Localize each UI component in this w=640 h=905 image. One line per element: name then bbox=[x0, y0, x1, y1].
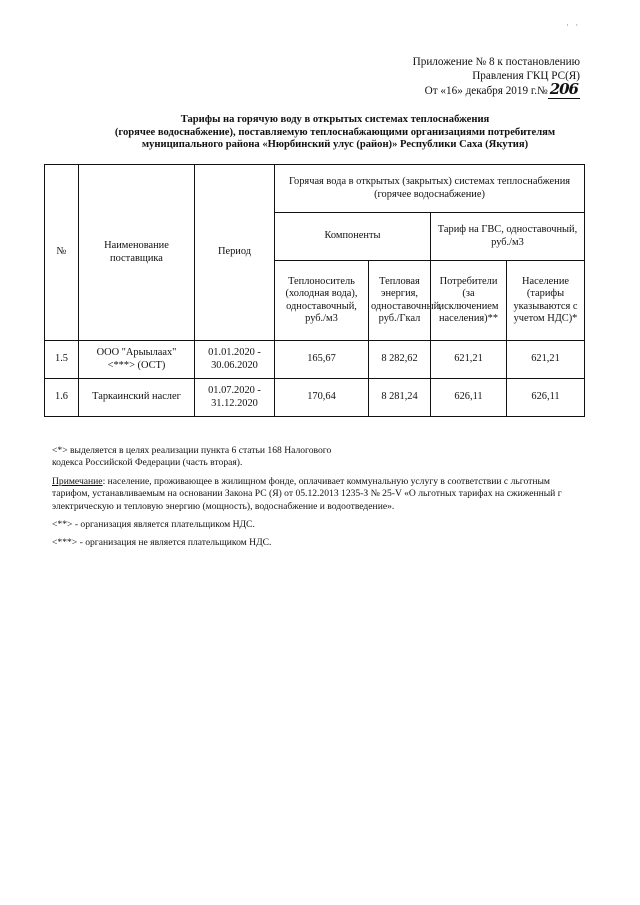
appendix-line3 bbox=[320, 80, 580, 99]
table-row bbox=[45, 379, 585, 417]
row-period bbox=[195, 379, 275, 417]
header-energy: Тепловая энергия, одноставочный, руб./Гкал bbox=[369, 261, 431, 341]
row-energy: 8 282,62 bbox=[369, 341, 431, 379]
appendix-date: От «16» декабря 2019 г.№ bbox=[424, 85, 548, 97]
header-components: Компоненты bbox=[275, 213, 431, 261]
row-energy: 8 281,24 bbox=[369, 379, 431, 417]
header-group: Горячая вода в открытых (закрытых) системах теплоснабжения (горячее водоснабжение) bbox=[275, 165, 585, 213]
header-carrier: Теплоноситель (холодная вода), одноставочный, руб./м3 bbox=[275, 261, 369, 341]
footnotes bbox=[52, 445, 640, 550]
row-period bbox=[195, 341, 275, 379]
row-consumers: 626,11 bbox=[431, 379, 507, 417]
appendix-line1: Приложение № 8 к постановлению bbox=[412, 56, 580, 68]
title-line2: (горячее водоснабжение), поставляемую теплоснабжающими организациями потребителям bbox=[114, 126, 556, 138]
header-supplier: Наименование поставщика bbox=[79, 165, 195, 341]
row-carrier: 170,64 bbox=[275, 379, 369, 417]
row-population: 621,21 bbox=[507, 341, 585, 379]
header-num: № bbox=[45, 165, 79, 341]
appendix-header bbox=[320, 56, 580, 99]
tariff-table bbox=[44, 164, 585, 417]
period-end: 30.06.2020 bbox=[211, 359, 258, 371]
note-non-vat-payer: <***> - организация не является плательщиком НДС. bbox=[52, 537, 272, 549]
header-population: Население (тарифы указываются с учетом НДС)* bbox=[507, 261, 585, 341]
corner-mark: · · bbox=[566, 20, 581, 30]
appendix-number: 206 bbox=[549, 80, 578, 98]
supplier-line1: Таркаинский наслег bbox=[92, 391, 181, 403]
period-start: 01.07.2020 - bbox=[208, 385, 261, 397]
title-line3: муниципального района «Нюрбинский улус (район)» Республики Саха (Якутия) bbox=[141, 139, 529, 151]
table-row bbox=[45, 341, 585, 379]
row-num: 1.6 bbox=[45, 379, 79, 417]
row-population: 626,11 bbox=[507, 379, 585, 417]
note-remark-line1 bbox=[52, 476, 640, 488]
appendix-line2: Правления ГКЦ РС(Я) bbox=[472, 69, 580, 82]
note-vat-line1: <*> выделяется в целях реализации пункта 6 статьи 168 Налогового bbox=[52, 445, 332, 456]
header-consumers: Потребители (за исключением населения)** bbox=[431, 261, 507, 341]
row-num: 1.5 bbox=[45, 341, 79, 379]
period-start: 01.01.2020 - bbox=[208, 347, 261, 359]
row-consumers: 621,21 bbox=[431, 341, 507, 379]
note-remark-line2: тарифом, устанавливаемым на основании Закона РС (Я) от 05.12.2013 1235-З № 25-V «О льготных тарифах на сжиженный г bbox=[52, 488, 562, 500]
header-period: Период bbox=[195, 165, 275, 341]
supplier-line1: ООО "Арыылаах" bbox=[96, 347, 177, 359]
note-vat-payer: <**> - организация является плательщиком НДС. bbox=[52, 519, 255, 531]
row-carrier: 165,67 bbox=[275, 341, 369, 379]
supplier-line2: <***> (ОСТ) bbox=[107, 359, 166, 371]
header-tariff: Тариф на ГВС, одноставочный, руб./м3 bbox=[431, 213, 585, 261]
note-remark-text: : население, проживающее в жилищном фонде, оплачивает коммунальную услугу в соответствии с льготным bbox=[102, 475, 550, 487]
note-remark-label: Примечание bbox=[52, 475, 103, 487]
row-supplier bbox=[79, 379, 195, 417]
document-title bbox=[60, 114, 610, 152]
period-end: 31.12.2020 bbox=[211, 397, 258, 409]
note-vat-line2: кодекса Российской Федерации (часть вторая). bbox=[52, 457, 243, 469]
note-remark-line3: электрическую и тепловую энергию (мощность), водоснабжение и водоотведение». bbox=[52, 500, 395, 512]
title-line1: Тарифы на горячую воду в открытых системах теплоснабжения bbox=[180, 114, 490, 125]
row-supplier bbox=[79, 341, 195, 379]
